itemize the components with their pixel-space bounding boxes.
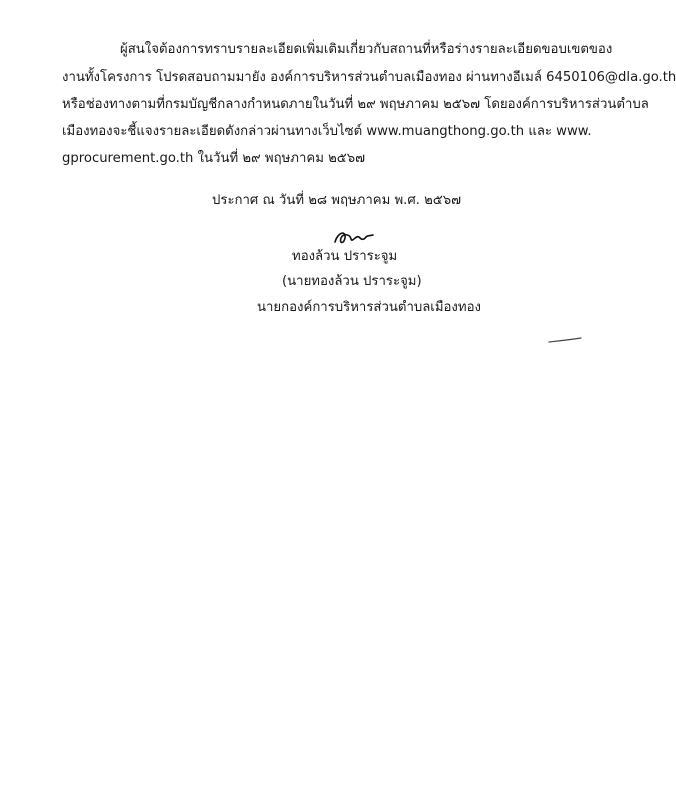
announcement-date-line: ประกาศ ณ วันที่ ๒๘ พฤษภาคม พ.ศ. ๒๕๖๗ xyxy=(212,193,462,208)
paragraph-line-4: เมืองทองจะชี้แจงรายละเอียดดังกล่าวผ่านทางเว็บไซต์ www.muangthong.go.th และ www. xyxy=(62,124,592,139)
paragraph-line-5: gprocurement.go.th ในวันที่ ๒๙ พฤษภาคม ๒๕๖๗ xyxy=(62,151,366,166)
paragraph-line-3: หรือช่องทางตามที่กรมบัญชีกลางกำหนดภายในวันที่ ๒๙ พฤษภาคม ๒๕๖๗ โดยองค์การบริหารส่วนตำบล xyxy=(62,97,649,112)
handwritten-signature-icon xyxy=(332,226,376,248)
stray-pen-mark-icon xyxy=(548,336,582,344)
signer-position: นายกองค์การบริหารส่วนตำบลเมืองทอง xyxy=(257,300,481,315)
paragraph-line-2: งานทั้งโครงการ โปรดสอบถามมายัง องค์การบริหารส่วนตำบลเมืองทอง ผ่านทางอีเมล์ 6450106@dla.go.th xyxy=(62,70,676,85)
signer-printed-name: (นายทองล้วน ปราระจูม) xyxy=(282,274,422,289)
paragraph-line-1: ผู้สนใจต้องการทราบรายละเอียดเพิ่มเติมเกี่ยวกับสถานที่หรือร่างรายละเอียดขอบเขตของ xyxy=(120,42,613,57)
signer-name: ทองล้วน ปราระจูม xyxy=(292,249,398,264)
